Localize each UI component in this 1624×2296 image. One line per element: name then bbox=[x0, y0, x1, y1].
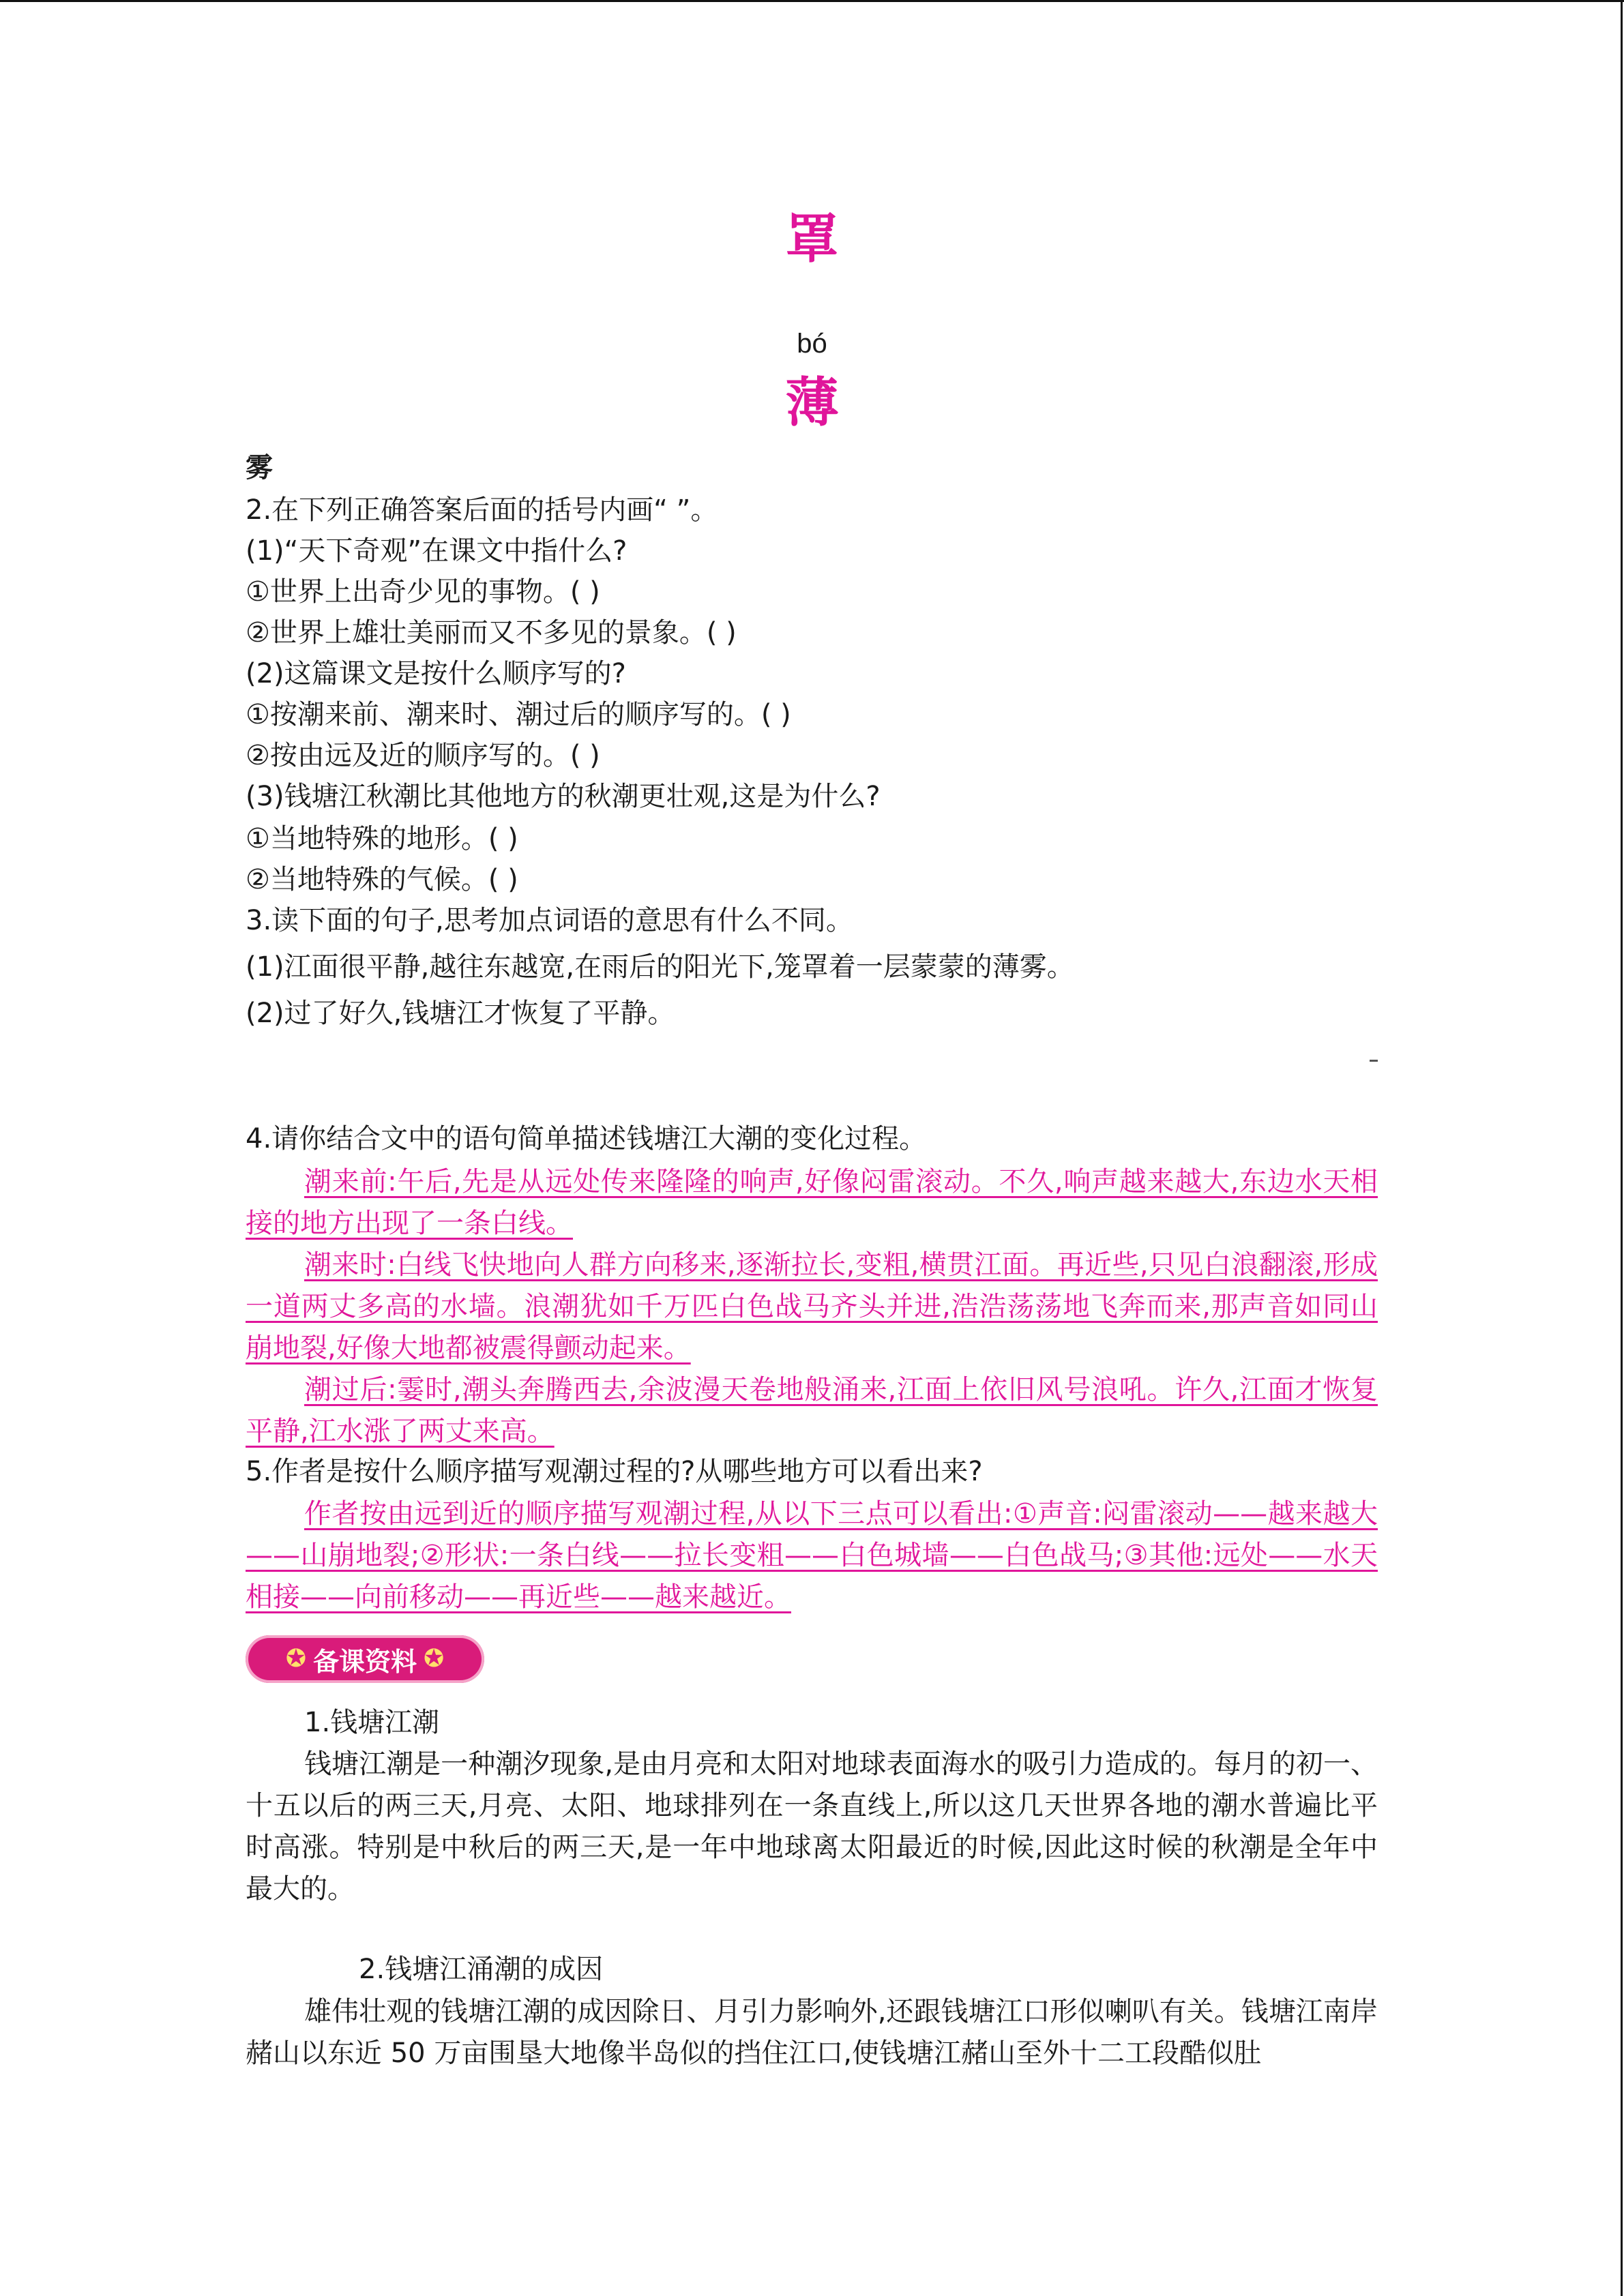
q3-prompt: 3.读下面的句子,思考加点词语的意思有什么不同。 bbox=[246, 905, 853, 936]
character-bao: 薄 bbox=[785, 372, 839, 434]
q2-sub1-option-1: ①世界上出奇少见的事物。( ) bbox=[246, 576, 600, 608]
q4-answer-during bbox=[246, 1244, 1378, 1369]
character-zhao: 罩 bbox=[785, 209, 839, 270]
q2-sub3-option-2: ②当地特殊的气候。( ) bbox=[246, 864, 518, 895]
q2-prompt: 2.在下列正确答案后面的括号内画“ ”。 bbox=[246, 494, 718, 526]
star-icon: ✪ bbox=[285, 1645, 306, 1673]
ref1-title: 1.钱塘江潮 bbox=[304, 1707, 440, 1738]
q2-sub2-question: (2)这篇课文是按什么顺序写的? bbox=[246, 658, 626, 689]
prep-materials-banner bbox=[246, 1635, 484, 1683]
ref1-body: 钱塘江潮是一种潮汐现象,是由月亮和太阳对地球表面海水的吸引力造成的。每月的初一、十五以后的两三天,月亮、太阳、地球排列在一条直线上,所以这几天世界各地的潮水普遍比平时高涨。特别是中秋后的两三天,是一年中地球离太阳最近的时候,因此这时候的秋潮是全年中最大的。 bbox=[246, 1748, 1378, 1905]
q4-prompt: 4.请你结合文中的语句简单描述钱塘江大潮的变化过程。 bbox=[246, 1123, 927, 1154]
ref2-body: 雄伟壮观的钱塘江潮的成因除日、月引力影响外,还跟钱塘江口形似喇叭有关。钱塘江南岸赭山以东近 50 万亩围垦大地像半岛似的挡住江口,使钱塘江赭山至外十二工段酷似肚 bbox=[246, 1996, 1378, 2069]
q2-sub3-question: (3)钱塘江秋潮比其他地方的秋潮更壮观,这是为什么? bbox=[246, 781, 881, 812]
q5-answer-text: 作者按由远到近的顺序描写观潮过程,从以下三点可以看出:①声音:闷雷滚动——越来越大——山崩地裂;②形状:一条白线——拉长变粗——白色城墙——白色战马;③其他:远处——水天相接——向前移动——再近些——越来越近。 bbox=[246, 1498, 1378, 1613]
q2-sub1-question: (1)“天下奇观”在课文中指什么? bbox=[246, 535, 628, 567]
q5-answer bbox=[246, 1493, 1378, 1618]
pinyin-bo: bó bbox=[797, 329, 827, 359]
q4-answer-after bbox=[246, 1369, 1378, 1452]
q4-answer-before bbox=[246, 1161, 1378, 1244]
q5-prompt: 5.作者是按什么顺序描写观潮过程的?从哪些地方可以看出来? bbox=[246, 1456, 983, 1487]
q2-sub2-option-1: ①按潮来前、潮来时、潮过后的顺序写的。( ) bbox=[246, 699, 791, 730]
q4-answer-during-text: 潮来时:白线飞快地向人群方向移来,逐渐拉长,变粗,横贯江面。再近些,只见白浪翻滚,形成一道两丈多高的水墙。浪潮犹如千万匹白色战马齐头并进,浩浩荡荡地飞奔而来,那声音如同山崩地裂,好像大地都被震得颤动起来。 bbox=[246, 1249, 1378, 1364]
ref2-title: 2.钱塘江涌潮的成因 bbox=[359, 1954, 604, 1985]
dash-mark bbox=[1370, 1060, 1378, 1062]
character-wu: 雾 bbox=[246, 452, 273, 483]
q3-sentence-2: (2)过了好久,钱塘江才恢复了平静。 bbox=[246, 998, 675, 1029]
q3-sentence-1: (1)江面很平静,越往东越宽,在雨后的阳光下,笼罩着一层蒙蒙的薄雾。 bbox=[246, 951, 1074, 983]
page-top-border bbox=[0, 0, 1624, 2]
banner-label: 备课资料 bbox=[312, 1646, 417, 1677]
q2-sub2-option-2: ②按由远及近的顺序写的。( ) bbox=[246, 740, 600, 771]
q2-sub3-option-1: ①当地特殊的地形。( ) bbox=[246, 823, 518, 854]
star-icon: ✪ bbox=[424, 1645, 445, 1673]
q4-answer-after-text: 潮过后:霎时,潮头奔腾西去,余波漫天卷地般涌来,江面上依旧风号浪吼。许久,江面才恢复平静,江水涨了两丈来高。 bbox=[246, 1374, 1378, 1447]
q4-answer-before-text: 潮来前:午后,先是从远处传来隆隆的响声,好像闷雷滚动。不久,响声越来越大,东边水天相接的地方出现了一条白线。 bbox=[246, 1166, 1378, 1239]
q2-sub1-option-2: ②世界上雄壮美丽而又不多见的景象。( ) bbox=[246, 617, 737, 648]
